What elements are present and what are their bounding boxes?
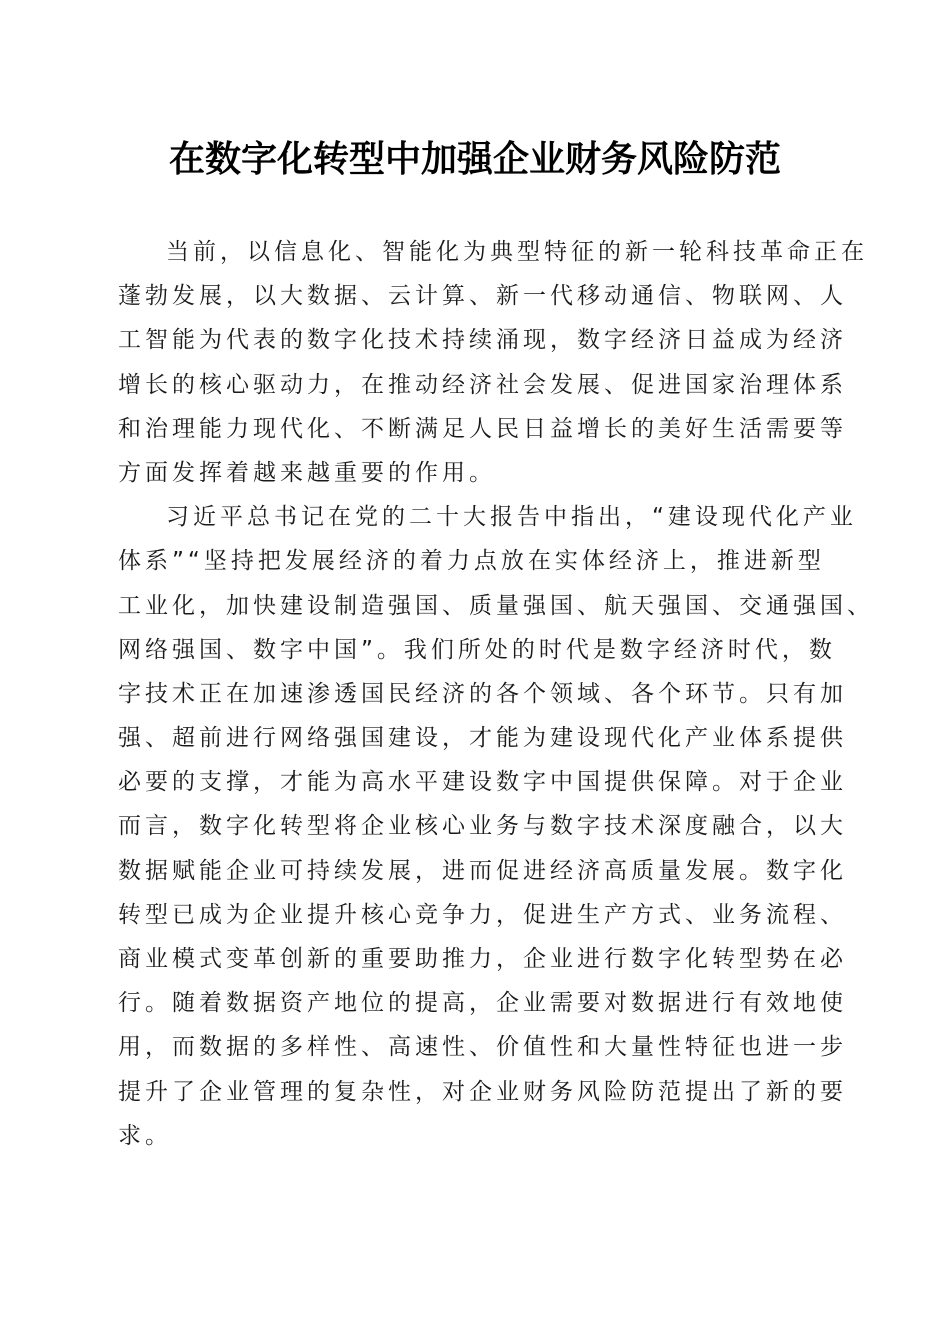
paragraph-line: 习近平总书记在党的二十大报告中指出，“建设现代化产业 [166,504,857,531]
paragraph-line: 提升了企业管理的复杂性，对企业财务风险防范提出了新的要 [118,1078,847,1105]
paragraph-line: 强、超前进行网络强国建设，才能为建设现代化产业体系提供 [118,725,847,752]
paragraph-line: 必要的支撑，才能为高水平建设数字中国提供保障。对于企业 [118,769,847,796]
paragraph-line: 行。随着数据资产地位的提高，企业需要对数据进行有效地使 [118,990,847,1017]
paragraph-line: 增长的核心驱动力，在推动经济社会发展、促进国家治理体系 [118,371,847,398]
paragraph-line: 数据赋能企业可持续发展，进而促进经济高质量发展。数字化 [118,857,847,884]
paragraph-line: 和治理能力现代化、不断满足人民日益增长的美好生活需要等 [118,415,847,442]
paragraph-line: 当前，以信息化、智能化为典型特征的新一轮科技革命正在 [166,239,868,265]
paragraph-line: 工智能为代表的数字化技术持续涌现，数字经济日益成为经济 [118,327,847,354]
paragraph-line: 体系”“坚持把发展经济的着力点放在实体经济上，推进新型 [118,548,825,575]
paragraph-line: 工业化，加快建设制造强国、质量强国、航天强国、交通强国、 [118,592,874,619]
paragraph-line: 而言，数字化转型将企业核心业务与数字技术深度融合，以大 [118,813,847,840]
paragraph-line: 网络强国、数字中国”。我们所处的时代是数字经济时代，数 [118,636,836,663]
paragraph-2 [118,495,874,1158]
paragraph-line: 商业模式变革创新的重要助推力，企业进行数字化转型势在必 [118,946,847,972]
paragraph-line: 方面发挥着越来越重要的作用。 [118,459,496,486]
paragraph-1 [118,230,868,495]
document-title: 在数字化转型中加强企业财务风险防范 [168,138,781,180]
paragraph-line: 转型已成为企业提升核心竞争力，促进生产方式、业务流程、 [118,901,847,928]
paragraph-line: 蓬勃发展，以大数据、云计算、新一代移动通信、物联网、人 [118,283,847,310]
paragraph-line: 字技术正在加速渗透国民经济的各个领域、各个环节。只有加 [118,680,847,707]
paragraph-line: 用，而数据的多样性、高速性、价值性和大量性特征也进一步 [118,1034,847,1061]
paragraph-line: 求。 [118,1122,172,1149]
document-body [118,230,874,1158]
